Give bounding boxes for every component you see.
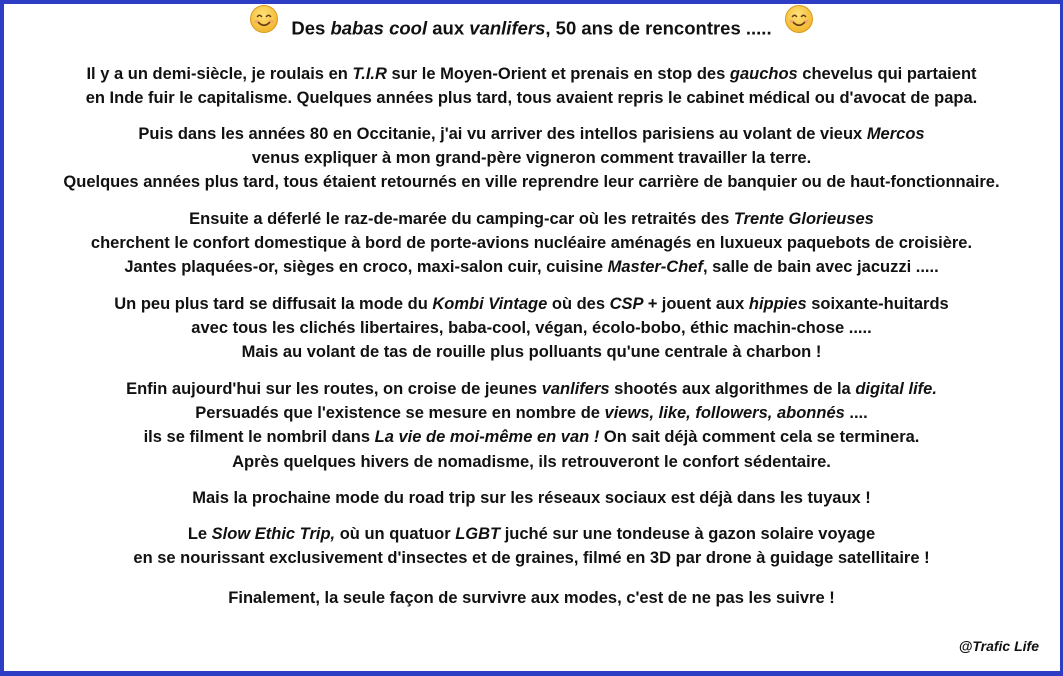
text-segment: en Inde fuir le capitalisme. Quelques années plus tard, tous avaient repris le cabinet médical ou d'avocat de papa. [85,89,978,108]
text-segment: juché sur une tondeuse à gazon solaire voyage [500,525,876,543]
italic-text: vanlifers [469,17,546,39]
text-segment: On sait déjà comment cela se terminera. [599,428,920,447]
text-segment: cherchent le confort domestique à bord de porte-avions nucléaire aménagés en luxueux paquebots de croisière. [90,234,973,253]
text-segment: , salle de bain avec jacuzzi ..... [702,258,939,277]
text-segment: Puis dans les années 80 en Occitanie, j'ai vu arriver des intellos parisiens au volant de vieux [138,125,867,143]
text-segment: venus expliquer à mon grand-père vigneron comment travailler la terre. [251,149,812,168]
text-line [0,377,1063,401]
text-line [0,62,1063,86]
text-segment: Mais au volant de tas de rouille plus polluants qu'une centrale à charbon ! [241,343,822,362]
text-line [0,170,1063,194]
text-line [0,401,1063,425]
text-segment: Un peu plus tard se diffusait la mode du [114,295,433,313]
paragraph [0,62,1063,110]
text-segment: jouent aux [657,295,749,313]
text-segment: Mais la prochaine mode du road trip sur les réseaux sociaux est déjà dans les tuyaux ! [192,489,871,507]
text-segment: Finalement, la seule façon de survivre aux modes, c'est de ne pas les suivre ! [228,589,835,607]
italic-text: views, like, followers, abonnés [604,404,845,423]
text-line [0,586,1063,610]
text-segment: ils se filment le nombril dans [143,428,375,447]
text-line [0,546,1063,570]
text-line [0,255,1063,279]
text-segment: avec tous les clichés libertaires, baba-cool, végan, écolo-bobo, éthic machin-chose ..... [191,319,872,338]
text-segment: aux [427,17,470,39]
text-line [0,340,1063,364]
text-segment: où un quatuor [335,525,456,543]
italic-text: LGBT [455,525,501,543]
italic-text: Trente Glorieuses [733,210,874,228]
italic-text: La vie de moi-même en van ! [374,428,600,447]
text-segment: en se nourissant exclusivement d'insectes et de graines, filmé en 3D par drone à guidage satellitaire ! [133,549,930,568]
text-line [0,146,1063,170]
text-line [0,450,1063,474]
italic-text: Slow Ethic Trip, [211,525,336,543]
text-segment: chevelus qui partaient [797,65,977,83]
italic-text: Kombi Vintage [432,295,548,313]
italic-text: Mercos [866,125,925,143]
paragraph [0,522,1063,570]
text-segment: Quelques années plus tard, tous étaient retournés en ville reprendre leur carrière de banquier ou de haut-fonctionnaire. [63,173,1000,192]
text-segment: Des [291,17,331,39]
text-segment: soixante-huitards [806,295,949,313]
text-segment: sur le Moyen-Orient et prenais en stop des [386,65,730,83]
text-line [0,316,1063,340]
paragraph [0,486,1063,510]
paragraph [0,586,1063,610]
text-segment: Après quelques hivers de nomadisme, ils retrouveront le confort sédentaire. [232,452,831,471]
italic-text: vanlifers [541,380,610,398]
text-line [0,86,1063,110]
text-segment: , 50 ans de rencontres ..... [545,17,772,39]
page-title [0,10,1063,49]
text-line [0,522,1063,546]
text-segment: Jantes plaquées-or, sièges en croco, maxi-salon cuir, cuisine [124,258,608,277]
text-segment: Enfin aujourd'hui sur les routes, on croise de jeunes [126,380,542,398]
paragraph [0,292,1063,365]
paragraph [0,207,1063,280]
title-text [291,17,771,38]
italic-text: babas cool [330,17,428,39]
italic-text: CSP + [609,295,658,313]
text-line [0,207,1063,231]
signature: @Trafic Life [958,638,1039,654]
text-line [0,425,1063,449]
text-segment: shootés aux algorithmes de la [609,380,856,398]
italic-text: T.I.R [352,65,387,83]
text-line [0,122,1063,146]
text-segment: où des [547,295,610,313]
text-segment: .... [844,404,868,423]
paragraph [0,377,1063,474]
text-segment: Il y a un demi-siècle, je roulais en [86,65,353,83]
text-line [0,292,1063,316]
text-line [0,486,1063,510]
italic-text: hippies [748,295,807,313]
paragraph [0,122,1063,195]
italic-text: digital life. [855,380,937,398]
text-segment: Persuadés que l'existence se mesure en nombre de [195,404,605,423]
text-segment: Ensuite a déferlé le raz-de-marée du camping-car où les retraités des [189,210,734,228]
smiling-face-icon [784,4,814,43]
text-segment: Le [187,525,212,543]
italic-text: Master-Chef [607,258,703,277]
smiling-face-icon [249,4,279,43]
italic-text: gauchos [729,65,798,83]
text-line [0,231,1063,255]
